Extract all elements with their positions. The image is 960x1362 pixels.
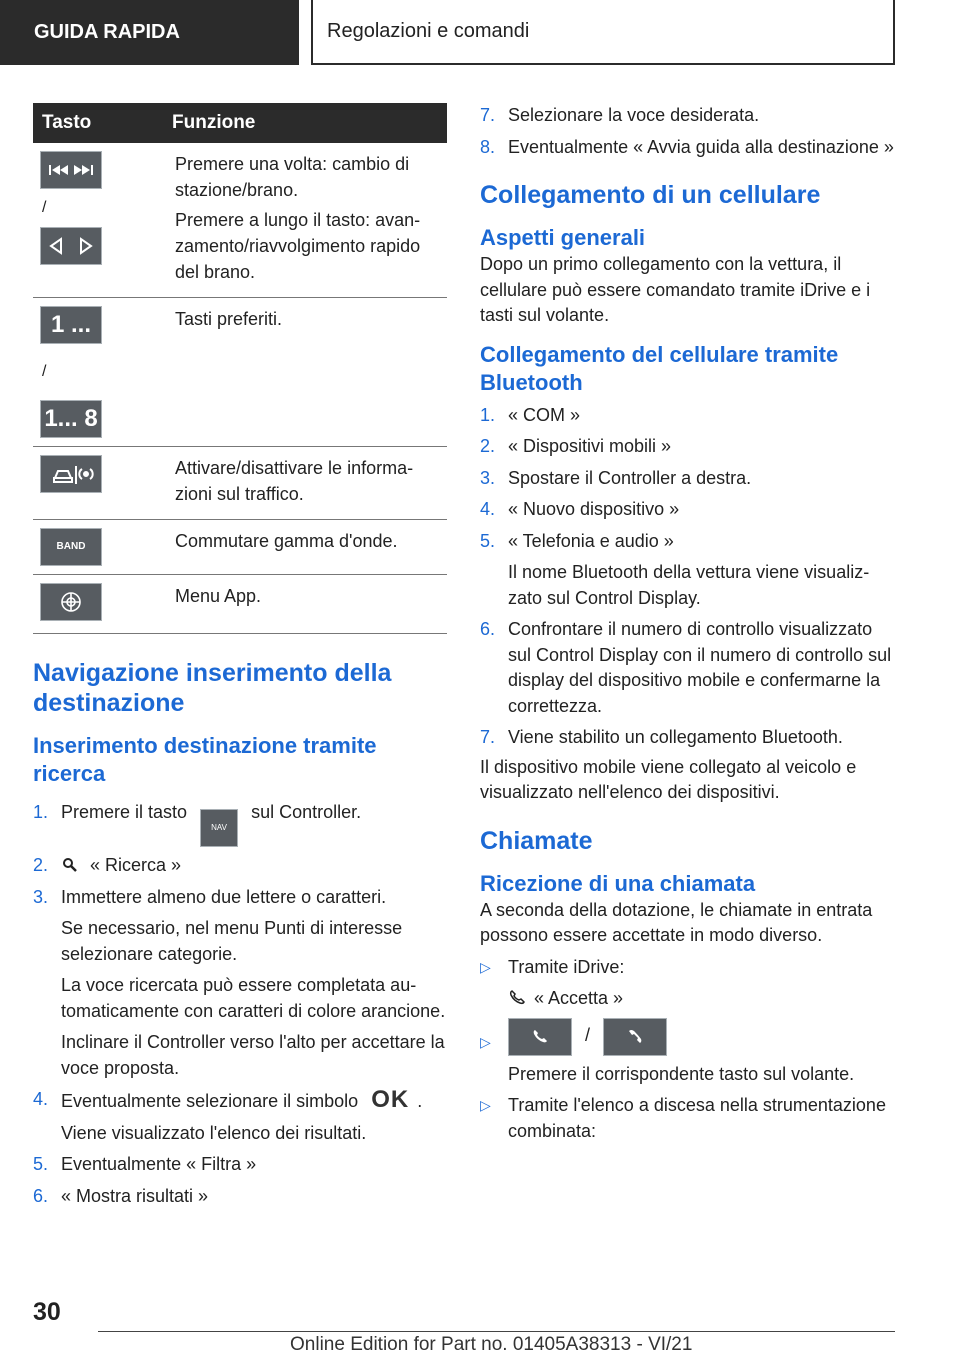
list-item (33, 800, 447, 847)
subsection-heading: Aspetti generali (480, 225, 646, 250)
bullet-text: Tramite l'elenco a discesa nella strumentazione combinata: (508, 1095, 886, 1141)
col-key-header: Tasto (33, 103, 167, 143)
subsection-heading: Ricezione di una chiamata (480, 870, 756, 896)
key-separator: / (42, 363, 47, 380)
step-text: « COM » (508, 404, 581, 425)
step-text: Eventualmente « Filtra » (61, 1154, 257, 1174)
bullet-triangle-icon: ▷ (480, 1097, 491, 1113)
list-item (480, 497, 895, 523)
section-heading: Collegamento di un cellulare (480, 181, 821, 209)
favorites-key-8: 1... 8 (40, 400, 102, 438)
step-number: 6. (33, 1185, 49, 1206)
apps-icon (41, 584, 101, 620)
prev-next-track-key (40, 151, 102, 189)
step-text: « Mostra risultati » (61, 1185, 209, 1206)
list-item (33, 1184, 447, 1210)
step-number: 3. (33, 886, 49, 907)
step-number: 4. (480, 499, 496, 519)
key-separator: / (42, 199, 47, 216)
step-number: 5. (33, 1154, 49, 1174)
nav-steps-cont (480, 103, 895, 160)
step-number: 1. (480, 404, 496, 425)
list-item (480, 434, 895, 460)
traffic-info-key (40, 455, 102, 493)
body-text: Il dispositivo mobile viene collegato al veicolo e visualizzato nell'elenco dei dispositivi. (480, 756, 857, 802)
phone-accept-icon (508, 988, 528, 1006)
key-separator: / (585, 1025, 591, 1046)
step-text: « Nuovo dispositivo » (508, 499, 680, 519)
search-icon (61, 857, 79, 873)
subsection-heading: Collegamento del cellulare tramite Bluetooth (480, 341, 839, 395)
step-text: « Dispositivi mobili » (508, 436, 672, 456)
list-item (480, 955, 895, 1012)
step-number: 8. (480, 136, 496, 157)
favorites-key-7: 1 ... 7 (40, 306, 102, 344)
traffic-icon (41, 456, 101, 492)
left-column (33, 103, 447, 1215)
list-item (480, 725, 895, 751)
step-text: sul Controller. (251, 802, 362, 822)
step-number: 4. (33, 1089, 49, 1109)
step-text: Immettere almeno due lettere o caratteri. (61, 886, 387, 907)
list-item (33, 885, 447, 1082)
step-number: 1. (33, 802, 49, 822)
step-number: 7. (480, 105, 496, 125)
list-item (480, 529, 895, 612)
arrows-icon (41, 228, 101, 264)
table-row (33, 520, 447, 575)
section-heading: Chiamate (480, 826, 593, 855)
list-item (33, 1087, 447, 1146)
step-number: 3. (480, 467, 496, 488)
step-note: Se necessario, nel menu Punti di interesse selezionare categorie. (61, 918, 403, 964)
keys-table (33, 103, 447, 634)
receive-options (480, 955, 895, 1145)
list-item (33, 853, 447, 879)
table-row (33, 575, 447, 634)
func-text: Tasti preferiti. (175, 309, 283, 329)
list-item (480, 403, 895, 429)
step-text: Confrontare il numero di controllo visualizzato sul Control Display con il numero di controllo sul display del dispositivo mobile e confermarne la correttezza. (508, 619, 892, 716)
body-text: Dopo un primo collegamento con la vettura, il cellulare può essere comandato tramite iDrive e i tasti sul volante. (480, 254, 871, 325)
col-func-header: Funzione (167, 103, 447, 143)
step-text: Eventualmente selezionare il simbolo (61, 1091, 359, 1111)
step-note: Inclinare il Controller verso l'alto per accettare la voce proposta. (61, 1032, 445, 1078)
nav-key-icon: NAV (200, 809, 238, 847)
bullet-text: Tramite iDrive: (508, 956, 625, 977)
app-menu-key (40, 583, 102, 621)
func-text: Premere una volta: cambio di stazione/brano. (175, 154, 410, 200)
subsection-heading: Inserimento destinazione tramite ricerca (33, 733, 377, 786)
accept-call-key (508, 1018, 572, 1056)
band-key: BAND (40, 528, 102, 566)
func-text: Menu App. (175, 586, 262, 606)
step-text: . (417, 1091, 423, 1111)
step-text: Spostare il Controller a destra. (508, 467, 752, 488)
func-text: Premere a lungo il tasto: avanzamento/riavvolgimento rapido del brano. (175, 210, 421, 282)
list-item (480, 103, 895, 129)
end-call-key (603, 1018, 667, 1056)
step-text: Eventualmente « Avvia guida alla destinazione » (508, 136, 894, 157)
step-number: 6. (480, 619, 496, 639)
phone-hangup-icon (604, 1019, 666, 1055)
table-row (33, 298, 447, 447)
table-row (33, 447, 447, 520)
bullet-triangle-icon: ▷ (480, 1033, 491, 1050)
table-row (33, 143, 447, 298)
step-text: « Telefonia e audio » (508, 530, 674, 551)
func-text: Attivare/disattivare le informazioni sul traffico. (175, 458, 414, 504)
phone-icon (509, 1019, 571, 1055)
bullet-note: « Accetta » (534, 988, 624, 1008)
footer-divider (98, 1331, 895, 1332)
step-number: 2. (33, 855, 49, 875)
list-item (480, 1093, 895, 1144)
list-item (480, 617, 895, 719)
step-text: « Ricerca » (90, 855, 182, 875)
bullet-triangle-icon: ▷ (480, 958, 491, 975)
list-item (480, 135, 895, 161)
bt-steps (480, 403, 895, 751)
header-chapter: Regolazioni e comandi (311, 0, 895, 65)
step-note: Il nome Bluetooth della vettura viene visualizzato sul Control Display. (508, 562, 870, 608)
body-text: A seconda della dotazione, le chiamate in entrata possono essere accettate in modo diverso. (480, 899, 873, 945)
step-text: Viene stabilito un collegamento Bluetooth. (508, 727, 843, 747)
page-number: 30 (33, 1298, 61, 1326)
step-number: 2. (480, 436, 496, 456)
nav-steps (33, 800, 447, 1209)
header-section: GUIDA RAPIDA (0, 0, 299, 65)
step-number: 5. (480, 530, 496, 551)
step-text: Selezionare la voce desiderata. (508, 105, 760, 125)
right-column (480, 103, 895, 1150)
step-text: Premere il tasto (61, 802, 188, 822)
step-number: 7. (480, 727, 496, 747)
step-note: Viene visualizzato l'elenco dei risultati. (61, 1122, 367, 1143)
skip-icon (41, 152, 101, 188)
footer-edition: Online Edition for Part no. 01405A38313 - VI/21 (290, 1334, 693, 1355)
ok-symbol-icon: OK (371, 1086, 410, 1113)
step-note: La voce ricercata può essere completata automaticamente con caratteri di colore arancione. (61, 975, 446, 1021)
seek-key (40, 227, 102, 265)
list-item (480, 466, 895, 492)
bullet-note: Premere il corrispondente tasto sul volante. (508, 1063, 855, 1084)
func-text: Commutare gamma d'onde. (175, 531, 398, 551)
list-item (33, 1152, 447, 1178)
list-item (480, 1018, 895, 1088)
section-heading: Navigazione inserimento della destinazione (33, 659, 392, 717)
